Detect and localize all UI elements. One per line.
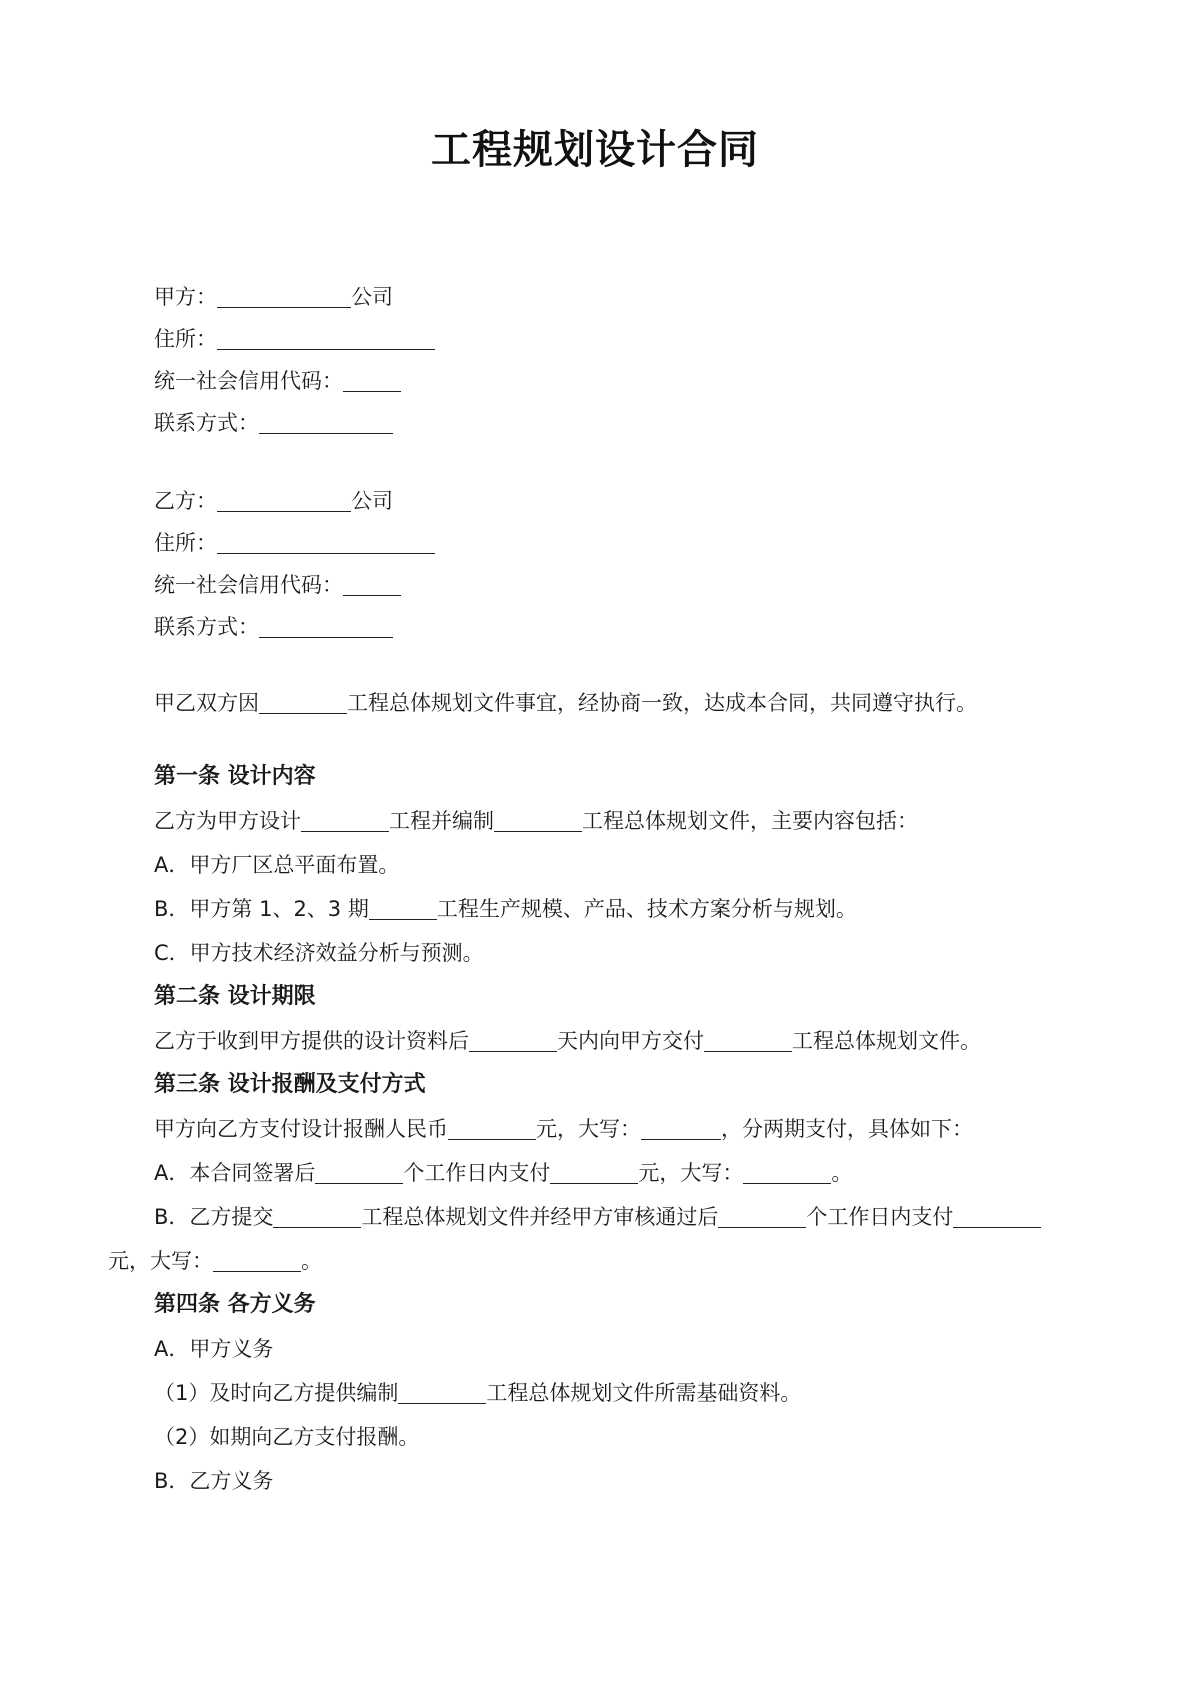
article-3-item-b-amount-blank[interactable]	[953, 1205, 1041, 1228]
article-3-item-a-text-2: 个工作日内支付	[403, 1161, 551, 1185]
article-2-heading: 第二条 设计期限	[154, 984, 316, 1009]
article-1-item-b-text-2: 工程生产规模、产品、技术方案分析与规划。	[436, 897, 857, 921]
article-3-amount-blank[interactable]	[448, 1117, 536, 1140]
article-3-item-a	[154, 1158, 852, 1188]
party-a-name-blank[interactable]	[217, 285, 351, 308]
article-3-item-a-days-blank[interactable]	[315, 1161, 403, 1184]
intro-text-2: 工程总体规划文件事宜，经协商一致，达成本合同，共同遵守执行。	[347, 691, 977, 715]
article-3-item-b	[154, 1202, 1041, 1232]
article-3-item-b-text-5: 。	[301, 1249, 322, 1273]
article-2-text-2: 天内向甲方交付	[557, 1029, 704, 1053]
party-b-credit-code-line	[154, 570, 401, 600]
party-b-contact-label: 联系方式：	[154, 615, 259, 639]
article-4-item-a2: （2）如期向乙方支付报酬。	[154, 1425, 420, 1449]
article-3-item-a-words-blank[interactable]	[743, 1161, 831, 1184]
party-a-address-label: 住所：	[154, 327, 217, 351]
article-4-item-a1-text-1: （1）及时向乙方提供编制	[154, 1381, 399, 1405]
article-4-item-a1	[154, 1378, 801, 1408]
article-1-plan-blank[interactable]	[494, 809, 582, 832]
party-b-contact-blank[interactable]	[259, 615, 393, 638]
party-a-name-line	[154, 282, 393, 312]
party-b-name-suffix: 公司	[351, 489, 393, 513]
article-3-item-a-text-4: 。	[831, 1161, 853, 1185]
party-a-address-line	[154, 324, 435, 354]
party-a-credit-code-blank[interactable]	[343, 369, 401, 392]
party-b-contact-line	[154, 612, 393, 642]
article-1-text-2: 工程并编制	[389, 809, 494, 833]
party-a-contact-blank[interactable]	[259, 411, 393, 434]
article-3-item-b-days-blank[interactable]	[718, 1205, 806, 1228]
article-3-item-b-text-3: 个工作日内支付	[806, 1205, 954, 1229]
article-3-paragraph	[154, 1114, 973, 1144]
article-3-text-1: 甲方向乙方支付设计报酬人民币	[154, 1117, 448, 1141]
article-3-item-b-continued	[108, 1246, 322, 1276]
party-a-address-blank[interactable]	[217, 327, 435, 350]
article-1-item-b-text-1: B．甲方第 1、2、3 期	[154, 897, 369, 921]
party-b-address-label: 住所：	[154, 531, 217, 555]
article-1-text-3: 工程总体规划文件，主要内容包括：	[582, 809, 918, 833]
article-4-section-b: B．乙方义务	[154, 1469, 274, 1493]
article-3-item-a-text-1: A．本合同签署后	[154, 1161, 316, 1185]
article-3-item-b-text-1: B．乙方提交	[154, 1205, 274, 1229]
article-2-project-blank[interactable]	[704, 1029, 792, 1052]
party-a-name-label: 甲方：	[154, 285, 217, 309]
article-3-item-a-text-3: 元，大写：	[638, 1161, 744, 1185]
article-2-days-blank[interactable]	[469, 1029, 557, 1052]
article-3-item-a-amount-blank[interactable]	[550, 1161, 638, 1184]
document-title: 工程规划设计合同	[431, 127, 759, 173]
article-3-item-b-text-4: 元，大写：	[108, 1249, 213, 1273]
article-3-item-b-text-2: 工程总体规划文件并经甲方审核通过后	[361, 1205, 719, 1229]
party-b-credit-code-label: 统一社会信用代码：	[154, 573, 343, 597]
article-2-paragraph	[154, 1026, 981, 1056]
party-a-name-suffix: 公司	[351, 285, 393, 309]
article-3-text-3: ，分两期支付，具体如下：	[721, 1117, 973, 1141]
article-2-text-3: 工程总体规划文件。	[792, 1029, 981, 1053]
article-4-heading: 第四条 各方义务	[154, 1292, 316, 1317]
article-4-item-a1-text-2: 工程总体规划文件所需基础资料。	[486, 1381, 802, 1405]
article-1-item-b	[154, 894, 857, 924]
article-4-item-a1-blank[interactable]	[398, 1381, 486, 1404]
article-3-heading: 第三条 设计报酬及支付方式	[154, 1072, 426, 1097]
party-b-address-line	[154, 528, 435, 558]
party-b-credit-code-blank[interactable]	[343, 573, 401, 596]
party-b-name-label: 乙方：	[154, 489, 217, 513]
article-2-text-1: 乙方于收到甲方提供的设计资料后	[154, 1029, 469, 1053]
article-1-text-1: 乙方为甲方设计	[154, 809, 301, 833]
party-b-name-line	[154, 486, 393, 516]
article-3-item-b-project-blank[interactable]	[273, 1205, 361, 1228]
article-3-amount-words-blank[interactable]	[641, 1117, 721, 1140]
party-a-contact-line	[154, 408, 393, 438]
article-1-project-blank[interactable]	[301, 809, 389, 832]
party-b-address-blank[interactable]	[217, 531, 435, 554]
party-b-name-blank[interactable]	[217, 489, 351, 512]
article-1-heading: 第一条 设计内容	[154, 764, 316, 789]
intro-paragraph	[154, 688, 977, 718]
party-a-credit-code-line	[154, 366, 401, 396]
party-a-contact-label: 联系方式：	[154, 411, 259, 435]
article-4-section-a: A．甲方义务	[154, 1337, 274, 1361]
article-1-item-a: A．甲方厂区总平面布置。	[154, 853, 400, 877]
party-a-credit-code-label: 统一社会信用代码：	[154, 369, 343, 393]
article-1-item-b-blank[interactable]	[369, 897, 437, 920]
article-1-item-c: C．甲方技术经济效益分析与预测。	[154, 941, 484, 965]
article-3-text-2: 元，大写：	[536, 1117, 641, 1141]
article-1-paragraph	[154, 806, 918, 836]
intro-project-blank[interactable]	[259, 691, 347, 714]
article-3-item-b-words-blank[interactable]	[213, 1249, 301, 1272]
intro-text-1: 甲乙双方因	[154, 691, 259, 715]
